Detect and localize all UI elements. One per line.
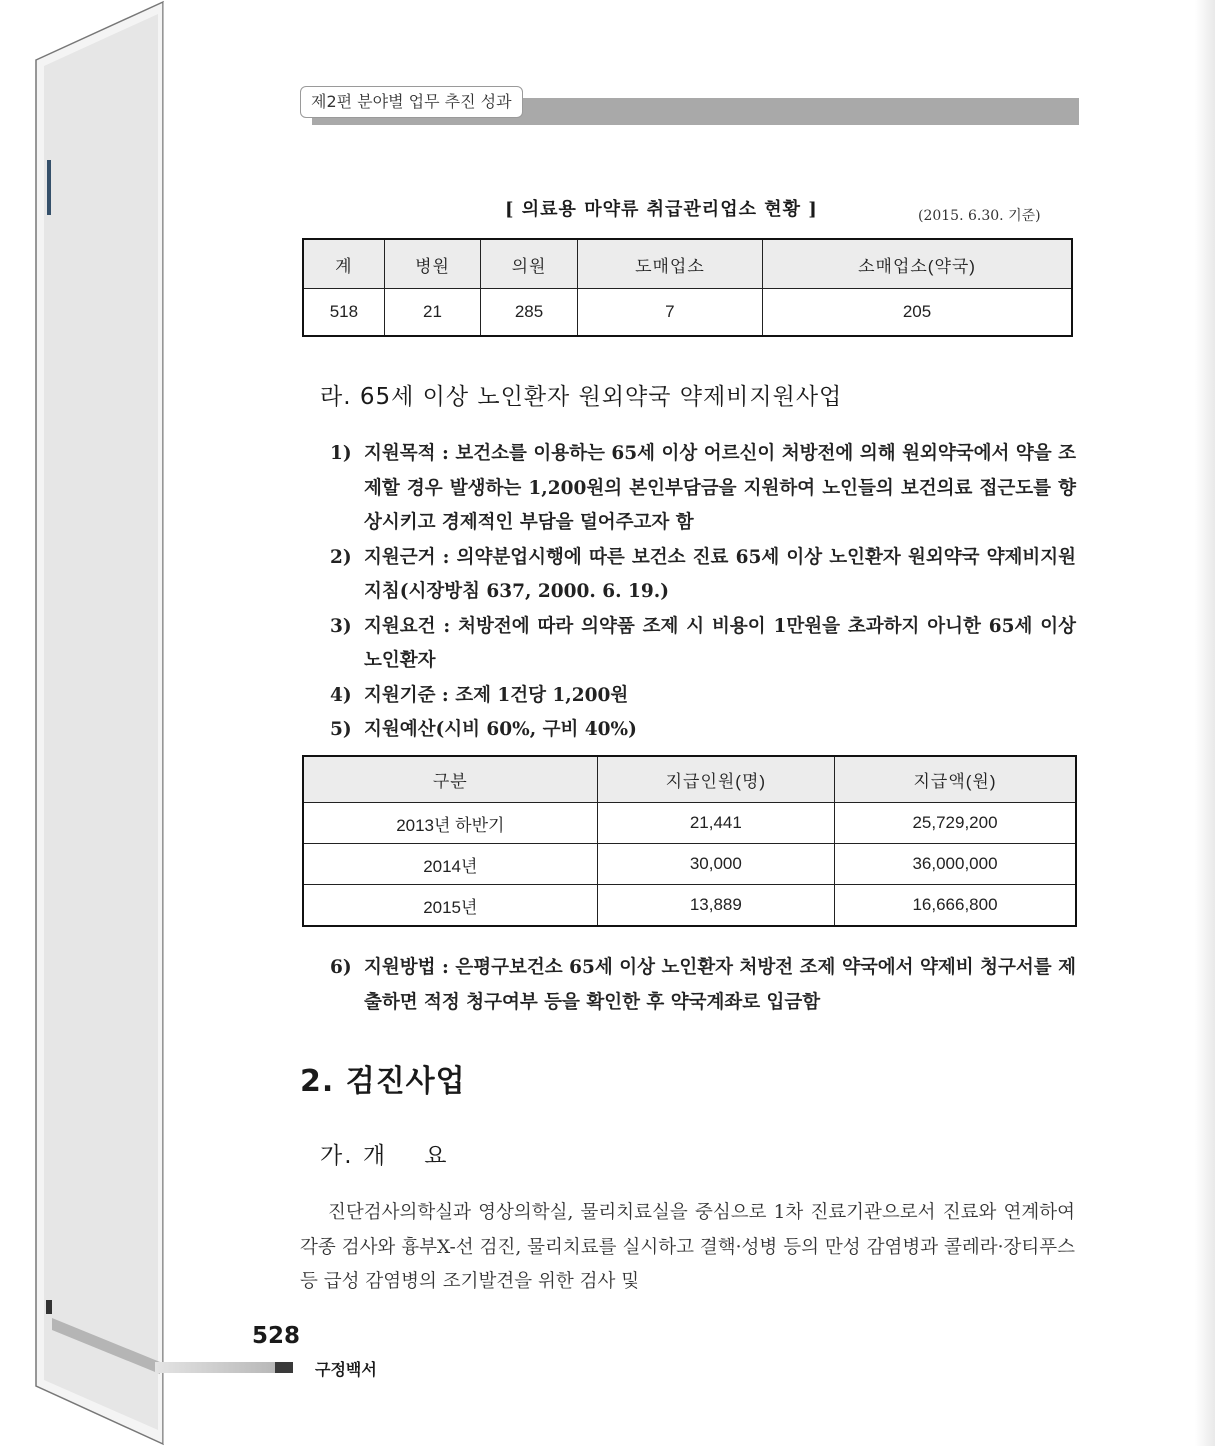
section-2-title: 2. 검진사업: [300, 1064, 466, 1099]
table-row: [303, 844, 1076, 885]
table-header-cell: 계: [303, 239, 384, 289]
table-cell: 7: [577, 289, 762, 337]
table-header-cell: 지급인원(명): [597, 756, 834, 803]
list-item: [330, 679, 1076, 714]
table-cell: 2013년 하반기: [303, 803, 597, 844]
table-row: [303, 289, 1072, 337]
chapter-tab: 제2편 분야별 업무 추진 성과: [300, 86, 523, 118]
item-text: 지원예산(시비 60%, 구비 40%): [364, 719, 637, 740]
item-number: 2): [330, 546, 352, 568]
table-header-cell: 구분: [303, 756, 597, 803]
table-cell: 30,000: [597, 844, 834, 885]
section-ga-title: 가. 개 요: [320, 1143, 449, 1169]
table1-date-note: (2015. 6.30. 기준): [918, 208, 1041, 224]
footer-bar: [155, 1362, 275, 1373]
item-text: 지원기준 : 조제 1건당 1,200원: [364, 684, 629, 706]
item-number: 6): [330, 957, 352, 978]
table-cell: 16,666,800: [835, 885, 1077, 927]
table-header-cell: 병원: [384, 239, 481, 289]
table-cell: 25,729,200: [835, 803, 1077, 844]
book-spine-edge: [0, 0, 170, 1446]
table-cell: 2015년: [303, 885, 597, 927]
table1-caption: [ 의료용 마약류 취급관리업소 현황 ]: [505, 199, 818, 220]
item-number: 5): [330, 719, 352, 740]
page-edge-shadow: [1195, 0, 1215, 1446]
item-number: 1): [330, 443, 352, 464]
table-header-cell: 지급액(원): [835, 756, 1077, 803]
list-item: [330, 951, 1076, 1020]
section-ra-title: 라. 65세 이상 노인환자 원외약국 약제비지원사업: [320, 384, 843, 410]
item-text: 지원근거 : 의약분업시행에 따른 보건소 진료 65세 이상 노인환자 원외약국 약제비지원지침(시장방침 637, 2000. 6. 19.): [364, 546, 1076, 602]
list-item: [330, 610, 1076, 679]
table-header-row: [303, 239, 1072, 289]
item-text: 지원목적 : 보건소를 이용하는 65세 이상 어르신이 처방전에 의해 원외약국에서 약을 조제할 경우 발생하는 1,200원의 본인부담금을 지원하여 노인들의 보건의료 접근도를 향상시키고 경제적인 부담을 덜어주고자 함: [364, 443, 1076, 533]
table-header-cell: 의원: [481, 239, 578, 289]
table-header-cell: 도매업소: [577, 239, 762, 289]
table-cell: 205: [763, 289, 1072, 337]
program-item-list: [330, 437, 1076, 748]
item-text: 지원요건 : 처방전에 따라 의약품 조제 시 비용이 1만원을 초과하지 아니한 65세 이상 노인환자: [364, 615, 1076, 671]
table-cell: 21: [384, 289, 481, 337]
item-text: 지원방법 : 은평구보건소 65세 이상 노인환자 처방전 조제 약국에서 약제비 청구서를 제출하면 적정 청구여부 등을 확인한 후 약국계좌로 입금함: [364, 957, 1076, 1013]
program-item-6: [330, 951, 1076, 1020]
table-cell: 21,441: [597, 803, 834, 844]
table-header-row: [303, 756, 1076, 803]
item-number: 3): [330, 615, 352, 637]
list-item: [330, 437, 1076, 541]
table-header-cell: 소매업소(약국): [763, 239, 1072, 289]
overview-paragraph: 진단검사의학실과 영상의학실, 물리치료실을 중심으로 1차 진료기관으로서 진료와 연계하여 각종 검사와 흉부X-선 검진, 물리치료를 실시하고 결핵·성병 등의 만성 감염병과 콜레라·장티푸스 등 급성 감염병의 조기발견을 위한 검사 및: [300, 1202, 1075, 1292]
list-item: [330, 713, 1076, 748]
table-cell: 285: [481, 289, 578, 337]
page-number: 528: [252, 1323, 301, 1349]
table-cell: 13,889: [597, 885, 834, 927]
table-row: [303, 885, 1076, 927]
table-cell: 2014년: [303, 844, 597, 885]
subsidy-payment-table: [302, 755, 1077, 927]
list-item: [330, 541, 1076, 610]
table-row: [303, 803, 1076, 844]
footer-marker: [275, 1362, 293, 1373]
item-number: 4): [330, 684, 352, 706]
book-title: 구정백서: [315, 1360, 377, 1379]
narcotics-facilities-table: [302, 238, 1073, 337]
table-cell: 36,000,000: [835, 844, 1077, 885]
table-cell: 518: [303, 289, 384, 337]
